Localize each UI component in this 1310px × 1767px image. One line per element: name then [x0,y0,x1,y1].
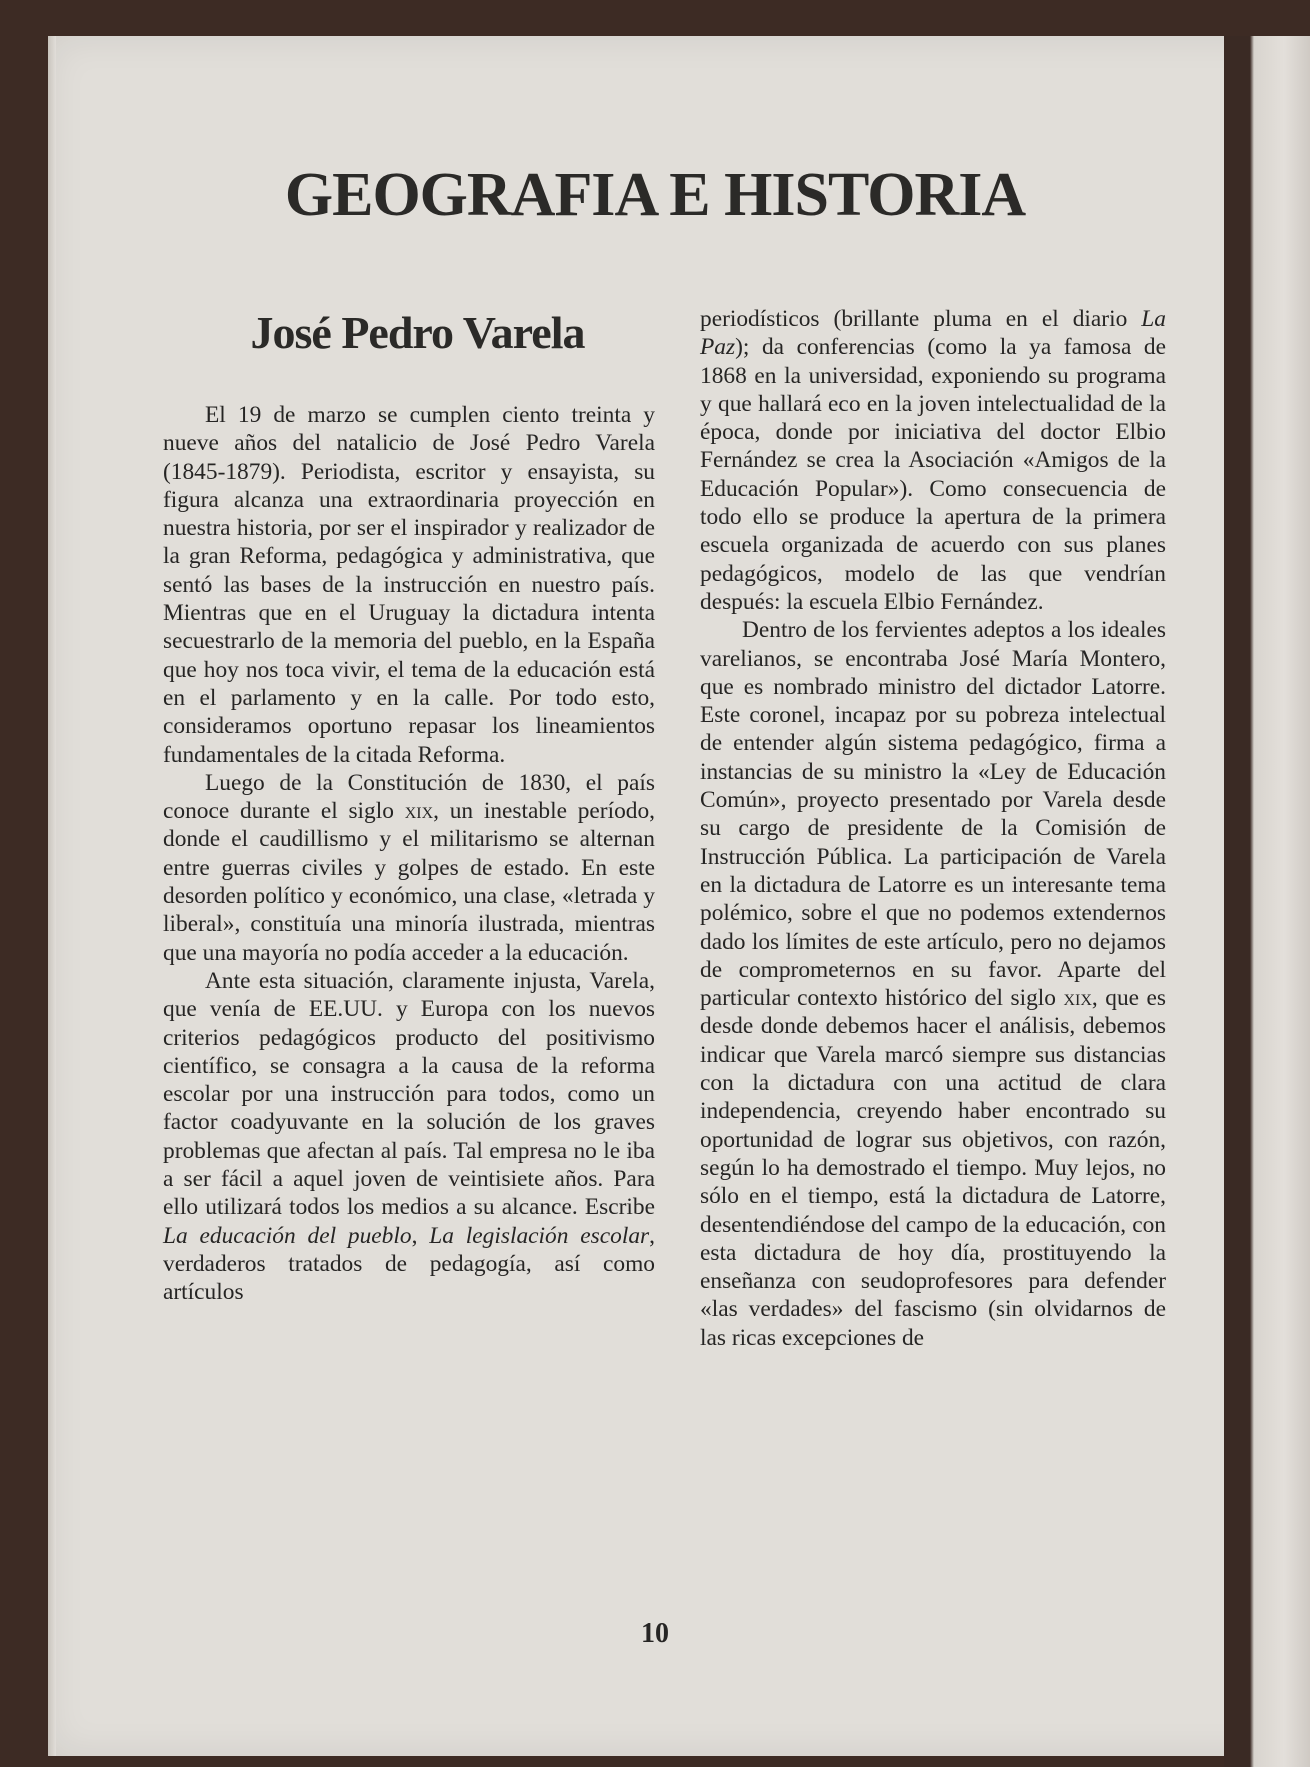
paragraph-text: , que es desde donde debemos hacer el análisis, debemos indicar que Varela marcó siempre sus distancias con la dictadura con una actitud de clara independencia, creyendo haber encontrado su oportunidad de lograr sus objetivos, con razón, según lo ha demostrado el tiempo. Muy lejos, no sólo en el tiempo, está la dictadura de Latorre, desentendiéndose del campo de la educación, con esta dictadura de hoy día, prostituyendo la enseñanza con seudoprofesores para defender «las verdades» del fascismo (sin olvidarnos de las ricas excepciones de [700,985,1166,1351]
paragraph [700,616,1166,1352]
century-numeral: xix [404,798,434,825]
newspaper-title: La Paz [700,306,1166,361]
paragraph [163,769,655,967]
right-column [700,305,1166,1352]
paragraph-text: , un inestable período, donde el caudillismo y el militarismo se alternan entre guerras civiles y golpes de estado. En este desorden político y económico, una clase, «letrada y liberal», constituía una minoría ilustrada, mientras que una mayoría no podía acceder a la educación. [163,798,655,966]
paragraph-text: periodísticos (brillante pluma en el diario [700,306,1142,332]
page-number: 10 [641,1618,669,1649]
paragraph-text: ); da conferencias (como la ya famosa de 1868 en la universidad, exponiendo su programa y que hallará eco en la joven intelectualidad de la época, donde por iniciativa del doctor Elbio Fernández se crea la Asociación «Amigos de la Educación Popular»). Como consecuencia de todo ello se produce la apertura de la primera escuela organizada de acuerdo con sus planes pedagógicos, modelo de las que vendrían después: la escuela Elbio Fernández. [700,334,1166,615]
paragraph [700,305,1166,616]
article-title: José Pedro Varela [250,307,585,358]
paragraph: El 19 de marzo se cumplen ciento treinta y nueve años del natalicio de José Pedro Varela (1845-1879). Periodista, escritor y ensayista, su figura alcanza una extraordinaria proyección en nuestra historia, por ser el inspirador y realizador de la gran Reforma, pedagógica y administrativa, que sentó las bases de la instrucción en nuestro país. Mientras que en el Uruguay la dictadura intenta secuestrarlo de la memoria del pueblo, en la España que hoy nos toca vivir, el tema de la educación está en el parlamento y en la calle. Por todo esto, consideramos oportuno repasar los lineamientos fundamentales de la citada Reforma. [163,402,655,768]
book-title: La legislación escolar [429,1222,650,1249]
left-column [163,401,655,1307]
section-title: GEOGRAFIA E HISTORIA [284,161,1026,229]
paragraph-text: Dentro de los fervientes adeptos a los ideales varelianos, se encontraba José María Montero, que es nombrado ministro del dictador Latorre. Este coronel, incapaz por su pobreza intelectual de entender algún sistema pedagógico, firma a instancias de su ministro la «Ley de Educación Común», proyecto presentado por Varela desde su cargo de presidente de la Comisión de Instrucción Pública. La participación de Varela en la dictadura de Latorre es un interesante tema polémico, sobre el que no podemos extendernos dado los límites de este artículo, pero no dejamos de comprometernos en su favor. Aparte del particular contexto histórico del siglo [700,617,1166,1012]
paragraph-text: , verdaderos tratados de pedagogía, así como artículos [163,1222,655,1306]
paragraph-text: Luego de la Constitución de 1830, el país conoce durante el siglo [163,769,655,825]
separator-text: , [411,1222,430,1249]
paragraph-text: Ante esta situación, claramente injusta, Varela, que venía de EE.UU. y Europa con los nuevos criterios pedagógicos producto del positivismo científico, se consagra a la causa de la reforma escolar por una instrucción para todos, como un factor coadyuvante en la solución de los graves problemas que afectan al país. Tal empresa no le iba a ser fácil a aquel joven de veintisiete años. Para ello utilizará todos los medios a su alcance. Escribe [163,967,655,1221]
century-numeral: xix [1063,985,1092,1012]
page-binding-edge [48,36,56,1756]
book-title: La educación del pueblo [163,1222,412,1249]
paragraph [163,967,655,1307]
page-fold-edge [1224,36,1310,1767]
